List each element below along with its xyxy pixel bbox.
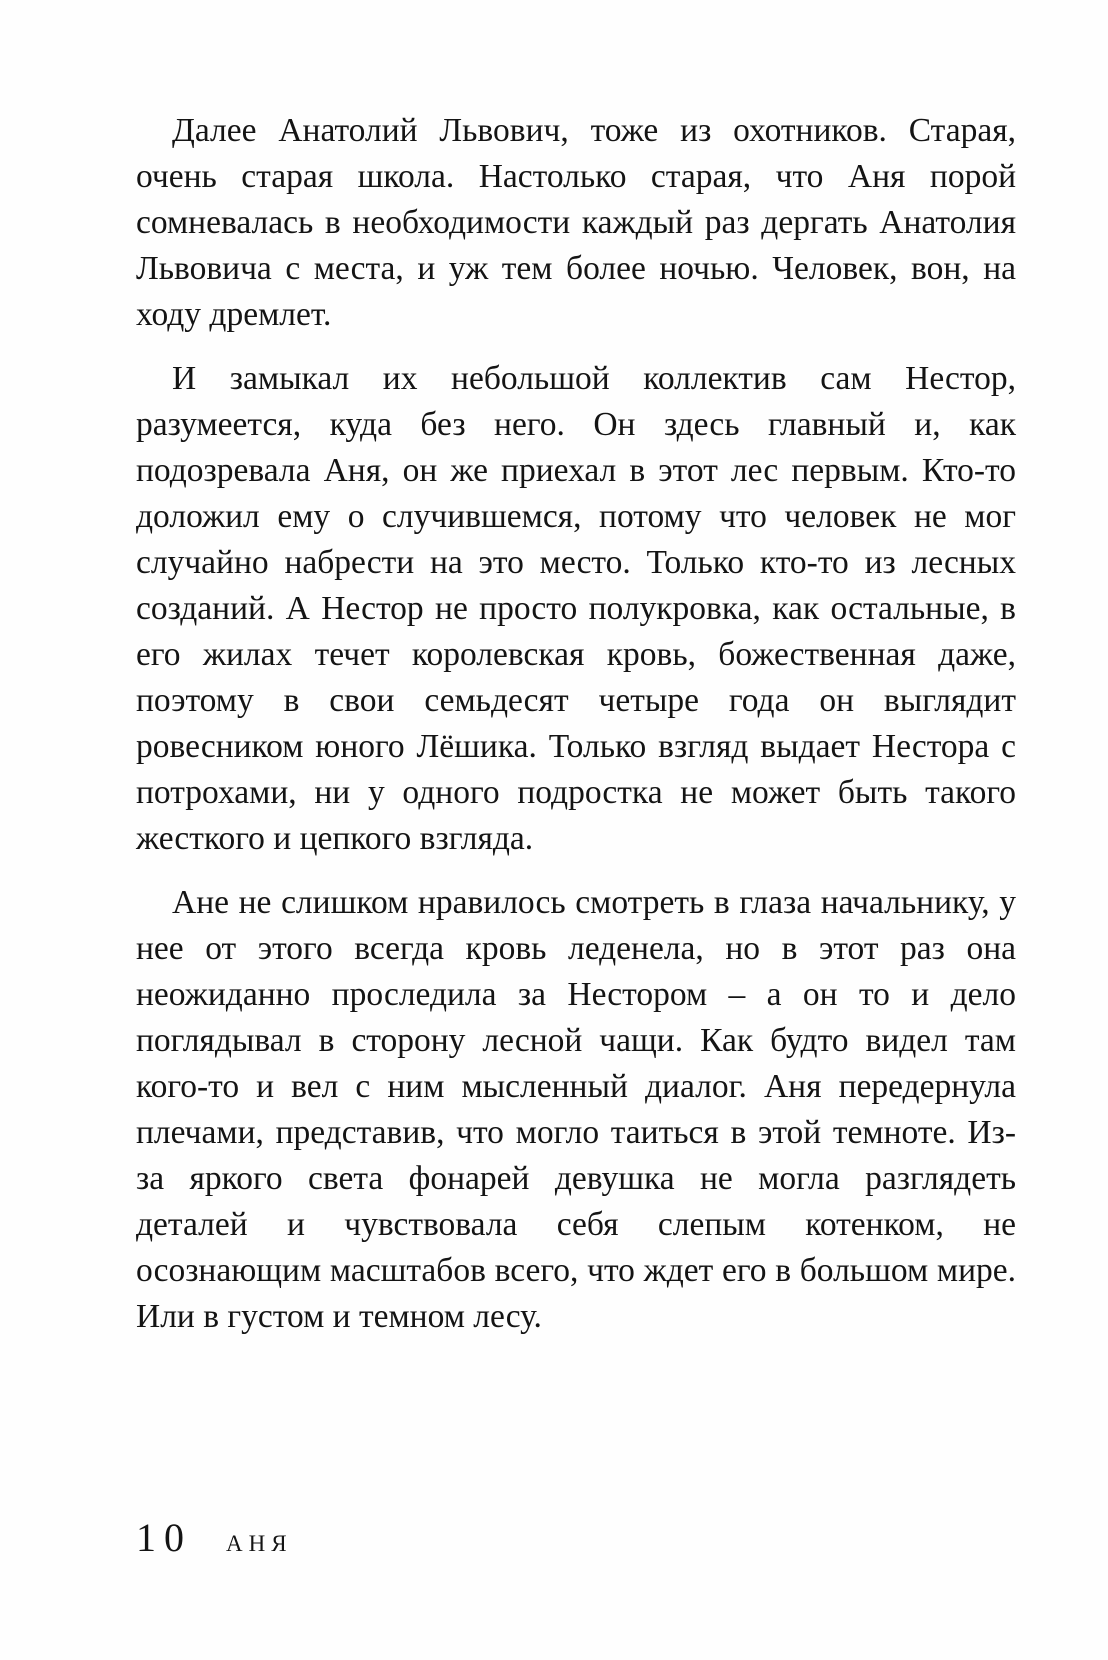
- paragraph-2: И замыкал их небольшой коллектив сам Нестор, разумеется, куда без него. Он здесь главный и, как подозревала Аня, он же приехал в этот лес первым. Кто-то доложил ему о случившемся, потому что человек не мог случайно набрести на это место. Только кто-то из лесных созданий. А Нестор не просто полукровка, как остальные, в его жилах течет королевская кровь, божественная даже, поэтому в свои семьдесят четыре года он выглядит ровесником юного Лёшика. Только взгляд выдает Нестора с потрохами, ни у одного подростка не может быть такого жесткого и цепкого взгляда.: [136, 360, 1016, 857]
- page-footer: [136, 1515, 293, 1560]
- body-text: [136, 108, 1016, 1340]
- paragraph-3: Ане не слишком нравилось смотреть в глаза начальнику, у нее от этого всегда кровь леденела, но в этот раз она неожиданно проследила за Нестором – а он то и дело поглядывал в сторону лесной чащи. Как будто видел там кого-то и вел с ним мысленный диалог. Аня передернула плечами, представив, что могло таиться в этой темноте. Из-за яркого света фонарей девушка не могла разглядеть деталей и чувствовала себя слепым котенком, не осознающим масштабов всего, что ждет его в большом мире. Или в густом и темном лесу.: [136, 884, 1016, 1335]
- running-head: АНЯ: [226, 1531, 293, 1556]
- page-number: 10: [136, 1515, 192, 1560]
- paragraph-1: Далее Анатолий Львович, тоже из охотников. Старая, очень старая школа. Настолько старая, что Аня порой сомневалась в необходимости каждый раз дергать Анатолия Львовича с места, и уж тем более ночью. Человек, вон, на ходу дремлет.: [136, 112, 1016, 333]
